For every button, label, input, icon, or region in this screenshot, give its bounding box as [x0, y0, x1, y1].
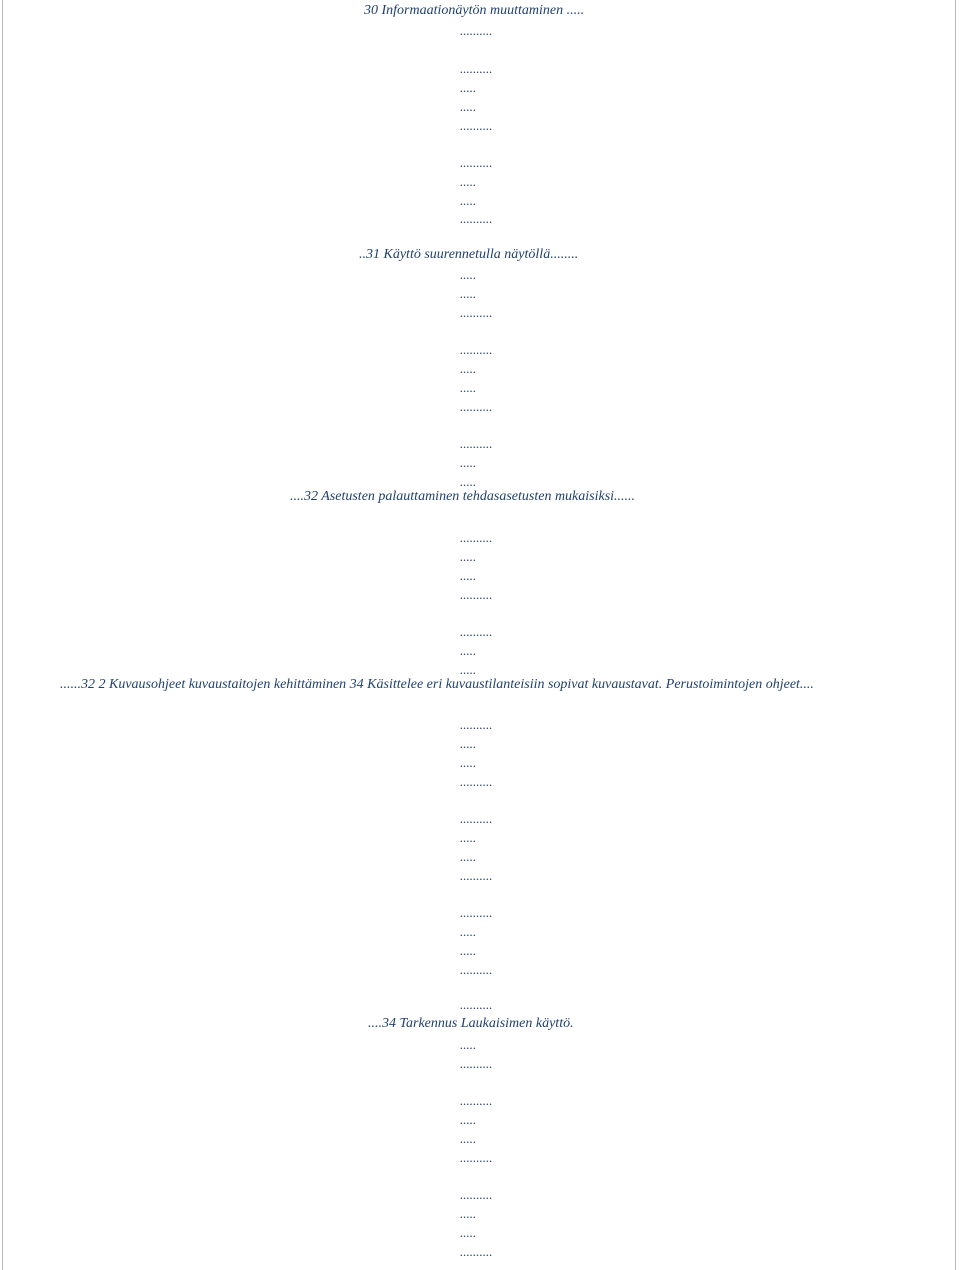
leader-dots: .....	[460, 1037, 477, 1052]
leader-dots: .....	[460, 568, 477, 583]
leader-dots: .....	[460, 549, 477, 564]
leader-dots: .....	[460, 361, 477, 376]
leader-dots: .....	[460, 662, 477, 677]
toc-entry-asetusten-palauttaminen: ....32 Asetusten palauttaminen tehdasasetusten mukaisiksi......	[290, 489, 636, 504]
leader-dots: ..........	[460, 436, 493, 451]
leader-dots: ..........	[460, 61, 493, 76]
leader-dots: ..........	[460, 868, 493, 883]
leader-dots: ..........	[460, 305, 493, 320]
leader-dots: .....	[460, 80, 477, 95]
leader-dots: .....	[460, 849, 477, 864]
leader-dots: ..........	[460, 717, 493, 732]
leader-dots: ..........	[460, 624, 493, 639]
leader-dots: .....	[460, 830, 477, 845]
leader-dots: ..........	[460, 1244, 493, 1259]
leader-dots: .....	[460, 1131, 477, 1146]
leader-dots: ..........	[460, 774, 493, 789]
leader-dots: ..........	[460, 1056, 493, 1071]
leader-dots: ..........	[460, 997, 493, 1012]
leader-dots: ..........	[460, 1187, 493, 1202]
leader-dots: .....	[460, 1225, 477, 1240]
toc-entry-informaatio: 30 Informaationäytön muuttaminen .....	[364, 3, 585, 18]
leader-dots: ..........	[460, 587, 493, 602]
leader-dots: ..........	[460, 211, 493, 226]
leader-dots: .....	[460, 380, 477, 395]
leader-dots: ..........	[460, 811, 493, 826]
leader-dots: .....	[460, 924, 477, 939]
leader-dots: ..........	[460, 155, 493, 170]
page-border-right	[955, 0, 956, 1270]
leader-dots: .....	[460, 99, 477, 114]
leader-dots: .....	[460, 1112, 477, 1127]
leader-dots: .....	[460, 455, 477, 470]
leader-dots: .....	[460, 643, 477, 658]
toc-entry-kuvausohjeet: ......32 2 Kuvausohjeet kuvaustaitojen kehittäminen 34 Käsittelee eri kuvaustilanteisiin sopivat kuvaustavat. Perustoimintojen ohjeet....	[60, 677, 814, 692]
leader-dots: .....	[460, 193, 477, 208]
leader-dots: .....	[460, 267, 477, 282]
leader-dots: ..........	[460, 23, 493, 38]
leader-dots: .....	[460, 943, 477, 958]
leader-dots: ..........	[460, 905, 493, 920]
leader-dots: .....	[460, 286, 477, 301]
leader-dots: ..........	[460, 1150, 493, 1165]
leader-dots: ..........	[460, 962, 493, 977]
leader-dots: .....	[460, 1206, 477, 1221]
leader-dots: ..........	[460, 118, 493, 133]
leader-dots: ..........	[460, 342, 493, 357]
leader-dots: ..........	[460, 1093, 493, 1108]
leader-dots: ..........	[460, 399, 493, 414]
leader-dots: .....	[460, 736, 477, 751]
leader-dots: .....	[460, 474, 477, 489]
toc-entry-tarkennus: ....34 Tarkennus Laukaisimen käyttö.	[368, 1016, 574, 1031]
page-border-left	[2, 0, 3, 1270]
leader-dots: .....	[460, 174, 477, 189]
leader-dots: .....	[460, 755, 477, 770]
toc-entry-suurennettu-naytto: ..31 Käyttö suurennetulla näytöllä........	[359, 247, 579, 262]
leader-dots: ..........	[460, 530, 493, 545]
